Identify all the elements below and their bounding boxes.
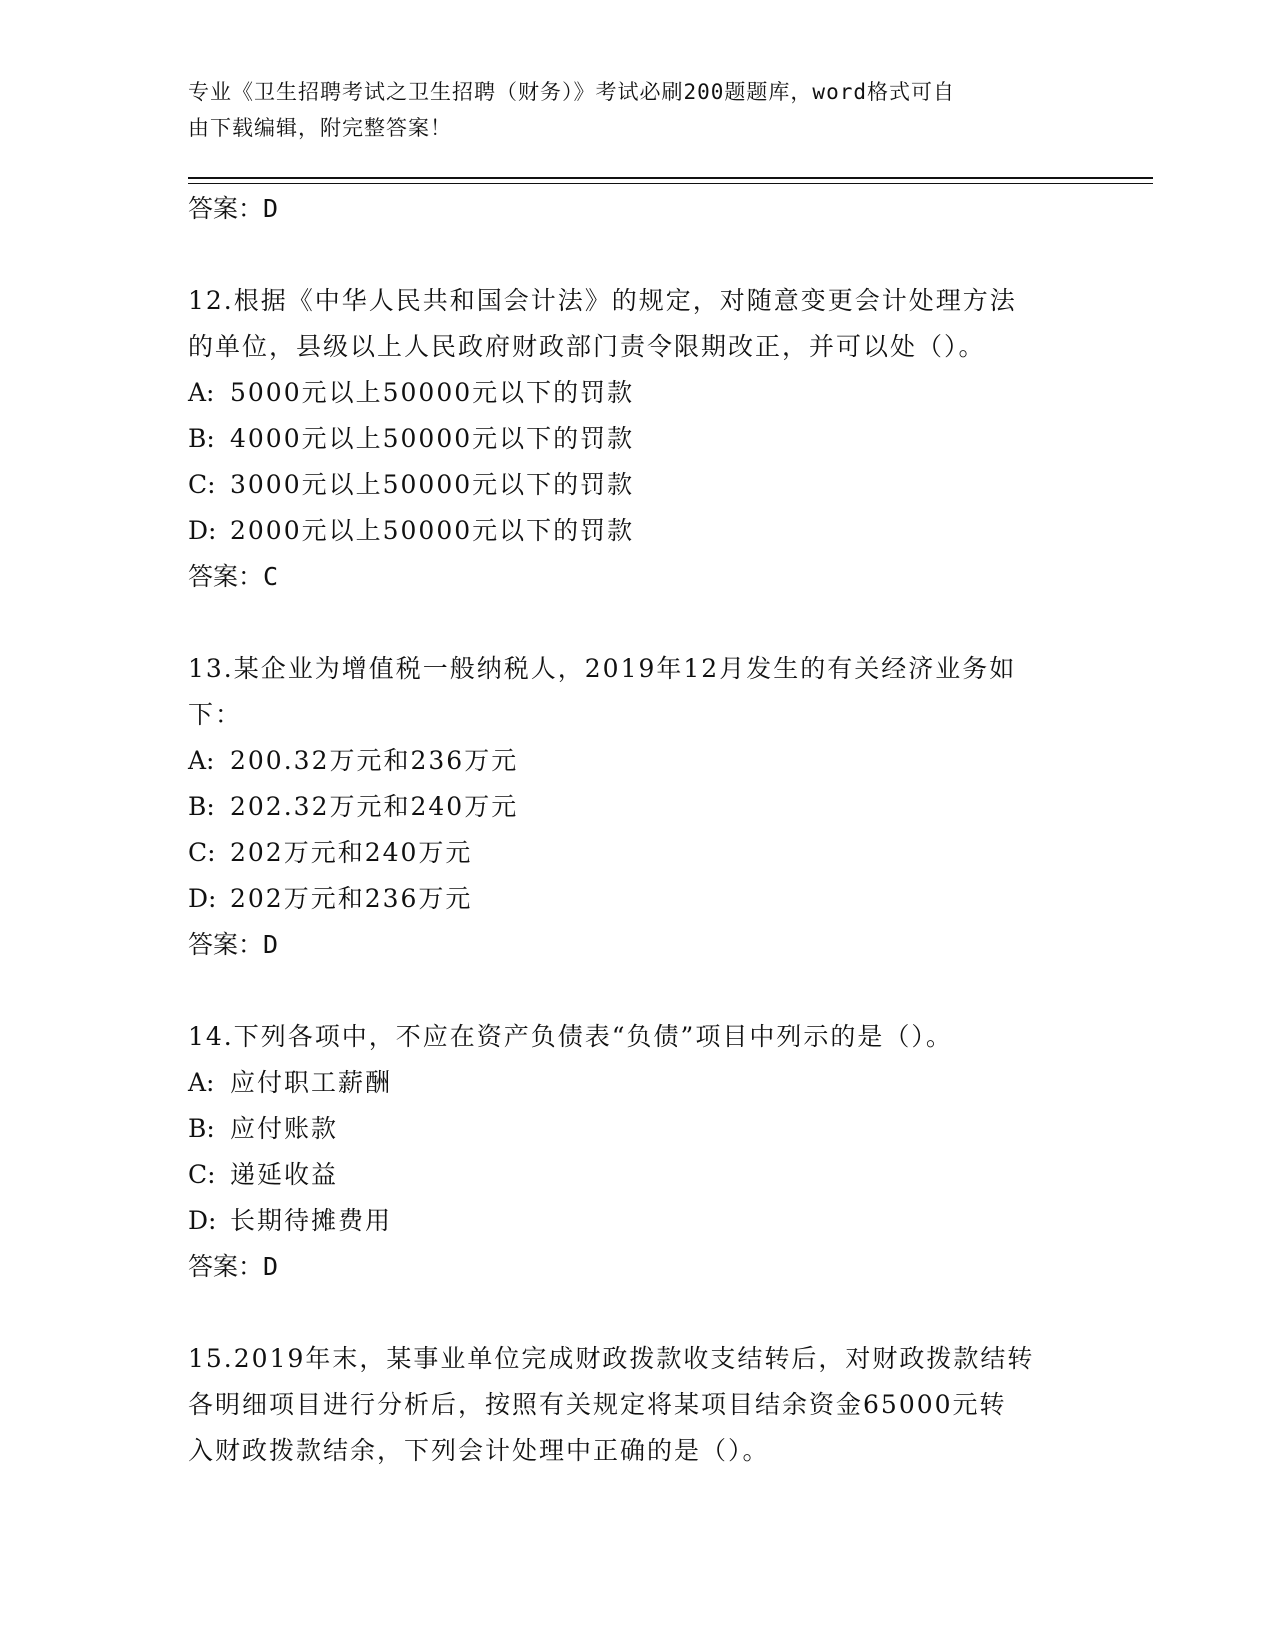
- option-label: D:: [188, 516, 217, 545]
- option-c: [188, 830, 1088, 876]
- option-label: C:: [188, 838, 216, 867]
- option-label: B:: [188, 792, 215, 821]
- question-text-line: 14.下列各项中，不应在资产负债表“负债”项目中列示的是（）。: [188, 1022, 953, 1051]
- document-header: [188, 74, 1068, 146]
- spacer: [188, 600, 1088, 646]
- header-divider: [188, 177, 1153, 184]
- option-a: [188, 1060, 1088, 1106]
- option-d: [188, 1198, 1088, 1244]
- question-text-line: 13.某企业为增值税一般纳税人，2019年12月发生的有关经济业务如: [188, 654, 1017, 683]
- option-text: 202万元和240万元: [230, 838, 473, 867]
- option-text: 应付职工薪酬: [230, 1068, 393, 1097]
- option-label: A:: [188, 378, 215, 407]
- question-list: [188, 186, 1088, 1474]
- option-d: [188, 508, 1088, 554]
- option-text: 长期待摊费用: [230, 1206, 393, 1235]
- spacer: [188, 232, 1088, 278]
- option-label: D:: [188, 1206, 217, 1235]
- answer-line: 答案：D: [188, 930, 279, 959]
- option-text: 递延收益: [230, 1160, 339, 1189]
- question-14: [188, 1014, 1088, 1290]
- option-b: [188, 416, 1088, 462]
- spacer: [188, 1290, 1088, 1336]
- option-text: 2000元以上50000元以下的罚款: [230, 516, 635, 545]
- header-line-1: 专业《卫生招聘考试之卫生招聘（财务）》考试必刷200题题库，word格式可自: [188, 80, 955, 104]
- option-text: 200.32万元和236万元: [230, 746, 519, 775]
- question-text-line: 下：: [188, 700, 243, 729]
- option-text: 3000元以上50000元以下的罚款: [230, 470, 635, 499]
- option-label: C:: [188, 470, 216, 499]
- answer-line: 答案：C: [188, 562, 279, 591]
- option-text: 202.32万元和240万元: [230, 792, 519, 821]
- option-label: D:: [188, 884, 217, 913]
- question-text-line: 的单位，县级以上人民政府财政部门责令限期改正，并可以处（）。: [188, 332, 986, 361]
- option-text: 202万元和236万元: [230, 884, 473, 913]
- option-label: C:: [188, 1160, 216, 1189]
- option-a: [188, 738, 1088, 784]
- option-d: [188, 876, 1088, 922]
- question-13: [188, 646, 1088, 968]
- answer-line: 答案：D: [188, 194, 279, 223]
- option-label: B:: [188, 424, 215, 453]
- option-text: 应付账款: [230, 1114, 339, 1143]
- option-label: B:: [188, 1114, 215, 1143]
- spacer: [188, 968, 1088, 1014]
- question-text-line: 12.根据《中华人民共和国会计法》的规定，对随意变更会计处理方法: [188, 286, 1017, 315]
- option-text: 4000元以上50000元以下的罚款: [230, 424, 635, 453]
- option-text: 5000元以上50000元以下的罚款: [230, 378, 635, 407]
- option-label: A:: [188, 1068, 215, 1097]
- question-text-line: 入财政拨款结余，下列会计处理中正确的是（）。: [188, 1436, 770, 1465]
- question-text-line: 15.2019年末，某事业单位完成财政拨款收支结转后，对财政拨款结转: [188, 1344, 1035, 1373]
- question-15: [188, 1336, 1088, 1474]
- option-b: [188, 784, 1088, 830]
- question-12: [188, 278, 1088, 600]
- answer-line: 答案：D: [188, 1252, 279, 1281]
- option-c: [188, 1152, 1088, 1198]
- option-c: [188, 462, 1088, 508]
- header-line-2: 由下载编辑，附完整答案！: [188, 116, 452, 140]
- option-label: A:: [188, 746, 215, 775]
- option-b: [188, 1106, 1088, 1152]
- option-a: [188, 370, 1088, 416]
- question-text-line: 各明细项目进行分析后，按照有关规定将某项目结余资金65000元转: [188, 1390, 1007, 1419]
